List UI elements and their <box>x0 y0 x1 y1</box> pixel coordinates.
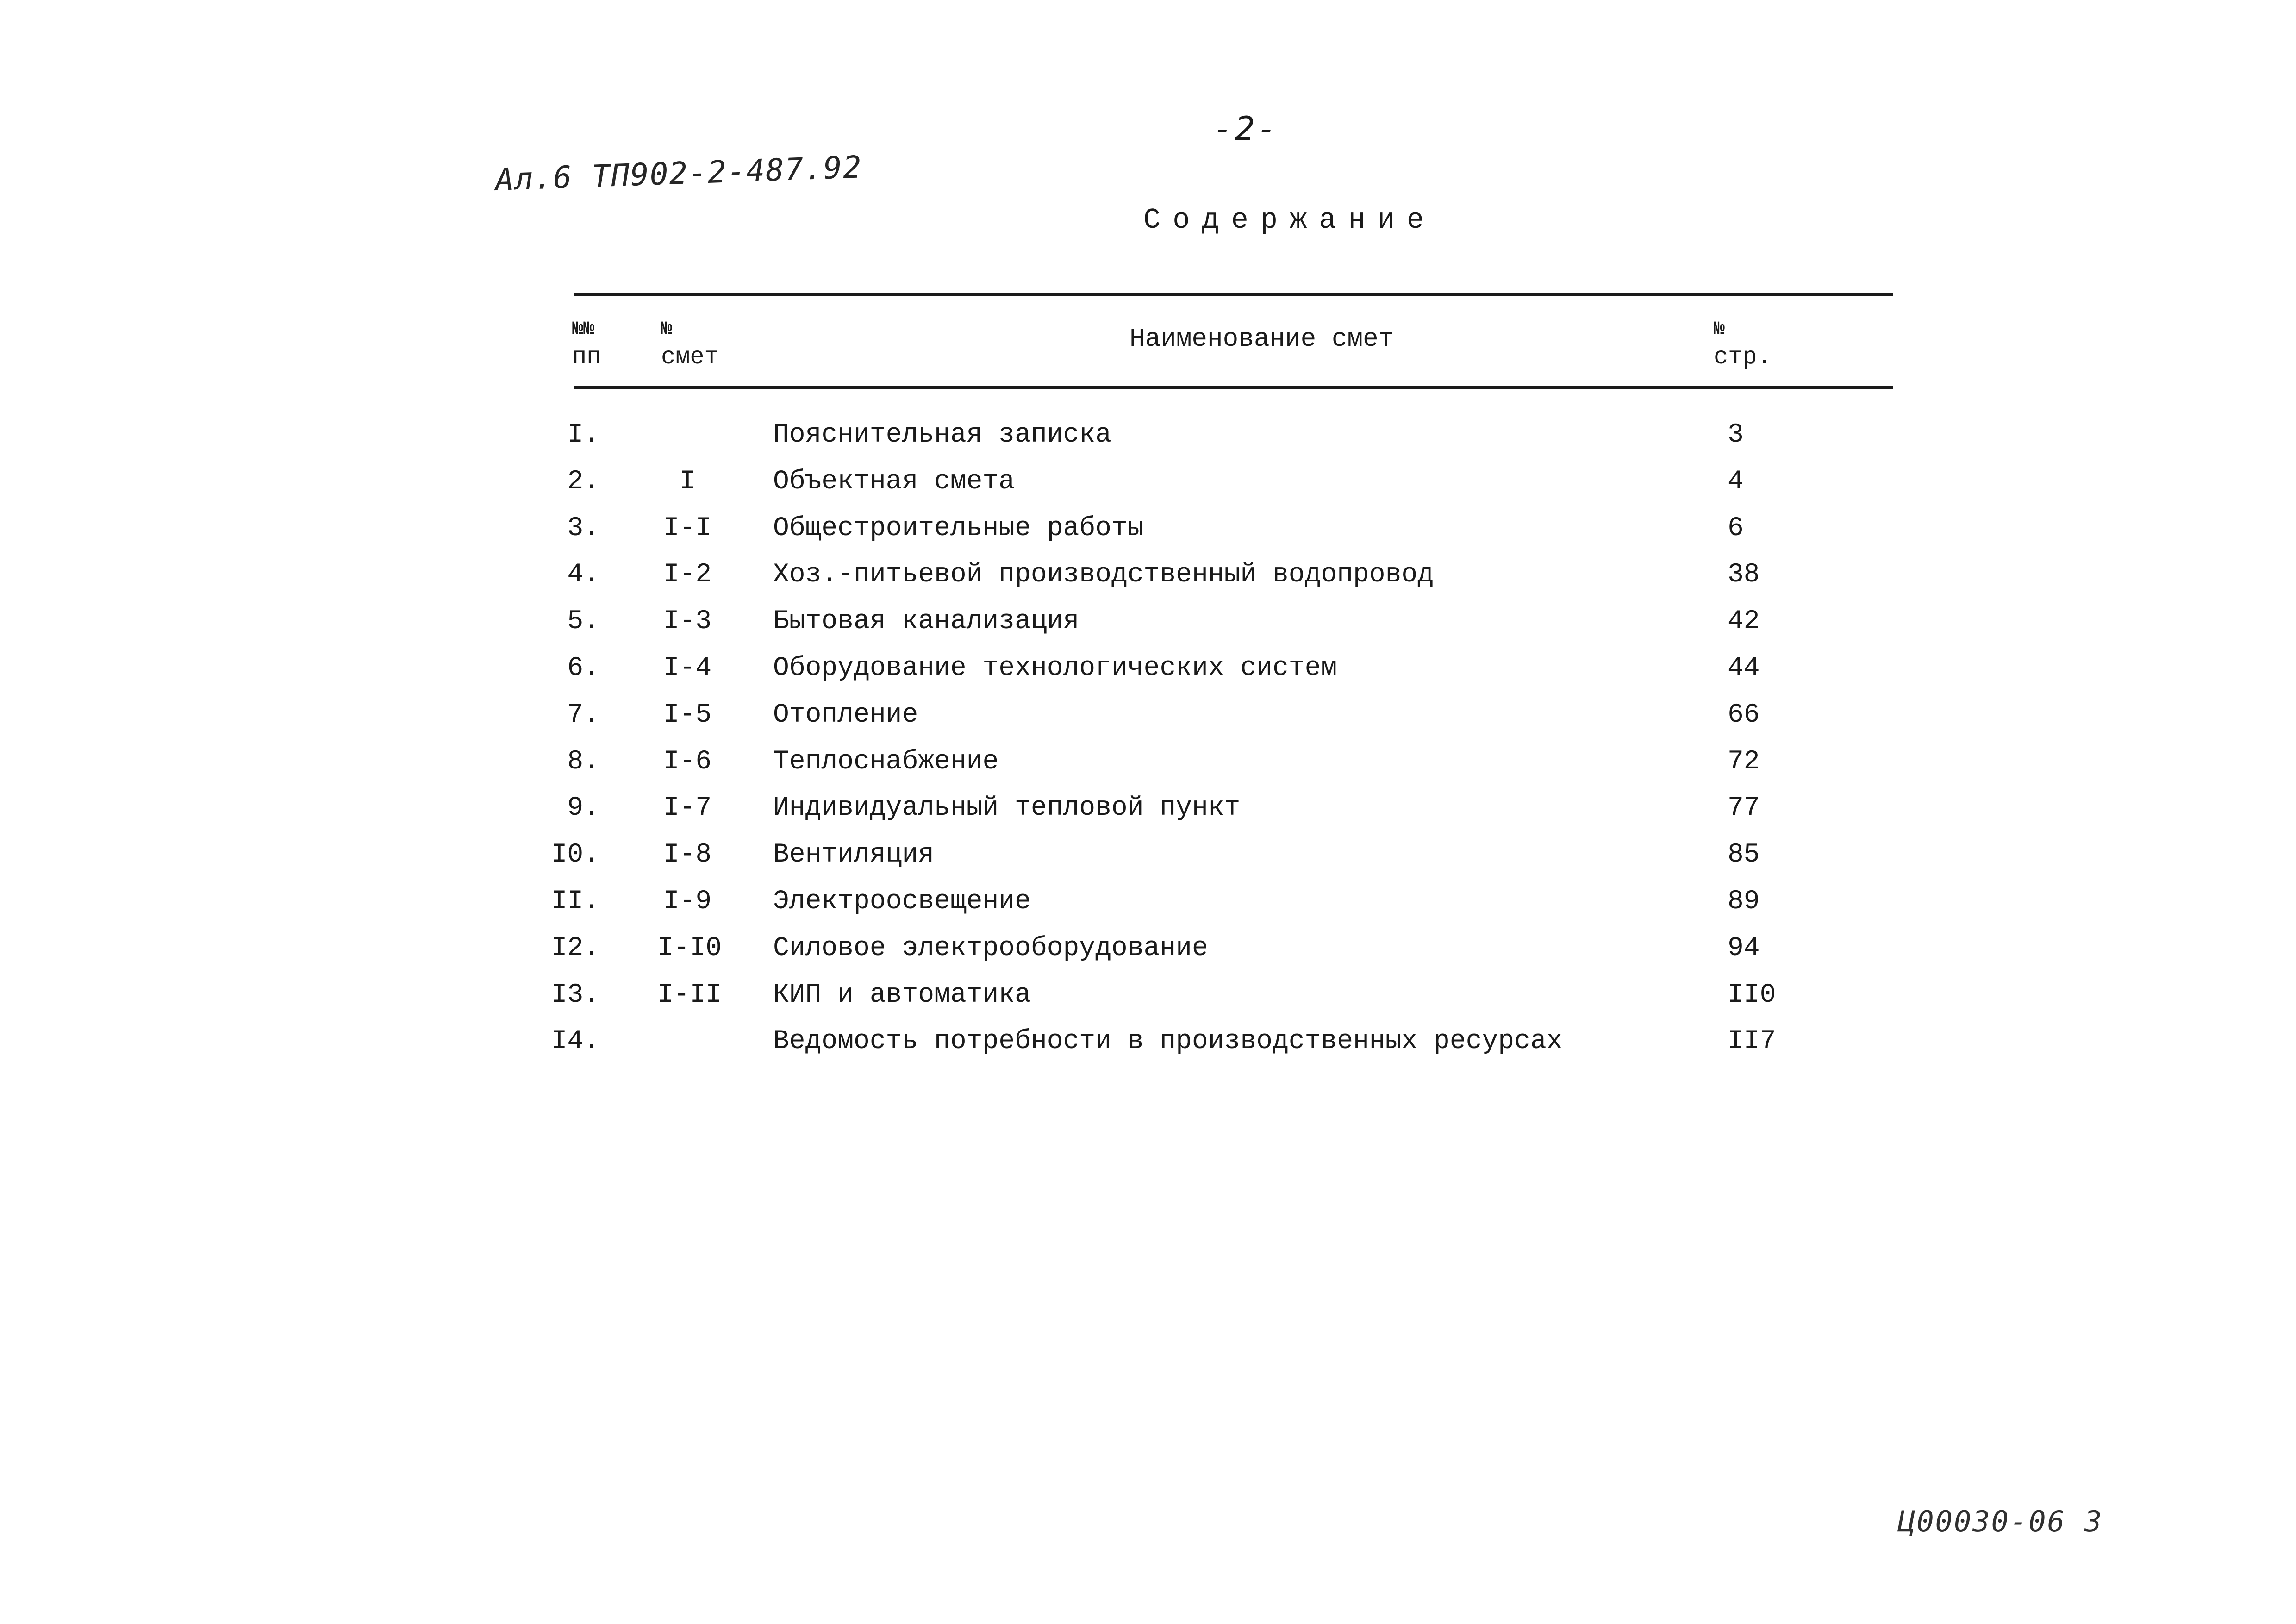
estimate-number: I-I <box>663 513 712 543</box>
estimate-name: Хоз.-питьевой производственный водопровод <box>773 560 1434 590</box>
estimate-number: I-2 <box>663 560 712 590</box>
table-row <box>0 506 2296 552</box>
page-number-cell: II7 <box>1728 1026 1776 1057</box>
estimate-number: I-9 <box>663 886 712 917</box>
table-row <box>0 1018 2296 1065</box>
row-number: 7. <box>567 700 599 730</box>
table-row <box>0 832 2296 879</box>
estimate-number: I-3 <box>663 606 712 637</box>
table-row <box>0 645 2296 692</box>
page-number-cell: 85 <box>1728 840 1760 870</box>
header-page-number-line-2: стр. <box>1714 344 1772 371</box>
estimate-name: КИП и автоматика <box>773 980 1031 1010</box>
row-number: I. <box>567 420 599 450</box>
estimate-name: Электроосвещение <box>773 886 1031 917</box>
estimate-name: Ведомость потребности в производственных ресурсах <box>773 1026 1563 1057</box>
archive-stamp-sheet: 3 <box>2084 1505 2103 1538</box>
estimate-name: Бытовая канализация <box>773 606 1079 637</box>
table-row <box>0 459 2296 506</box>
header-page-number-line-1: № <box>1714 319 1725 340</box>
page-number-cell: 44 <box>1728 653 1760 683</box>
archive-stamp-code: Ц00030-06 <box>1898 1505 2066 1538</box>
table-rule-top <box>574 293 1893 296</box>
table-row <box>0 972 2296 1019</box>
page-number-cell: 89 <box>1728 886 1760 917</box>
estimate-number: I-4 <box>663 653 712 683</box>
table-row <box>0 739 2296 786</box>
page-number-cell: 94 <box>1728 933 1760 963</box>
page-number-cell: 42 <box>1728 606 1760 637</box>
page-number-cell: 4 <box>1728 466 1744 497</box>
archive-stamp <box>1898 1505 2103 1538</box>
table-row <box>0 925 2296 972</box>
row-number: I4. <box>551 1026 599 1057</box>
row-number: 2. <box>567 466 599 497</box>
contents-table-body <box>0 412 2296 1065</box>
estimate-number: I-5 <box>663 700 712 730</box>
table-row <box>0 599 2296 645</box>
estimate-name: Индивидуальный тепловой пункт <box>773 793 1241 824</box>
header-estimate-name: Наименование смет <box>1129 324 1394 354</box>
table-rule-bottom <box>574 386 1893 389</box>
estimate-name: Общестроительные работы <box>773 513 1144 543</box>
header-row-number-line-1: №№ <box>572 319 595 340</box>
row-number: 5. <box>567 606 599 637</box>
document-title: Содержание <box>1143 204 1436 237</box>
estimate-number: I-6 <box>663 746 712 777</box>
page-number-cell: II0 <box>1728 980 1776 1010</box>
row-number: 8. <box>567 746 599 777</box>
table-row <box>0 879 2296 925</box>
estimate-number: I-7 <box>663 793 712 824</box>
estimate-number: I-II <box>657 980 722 1010</box>
estimate-name: Объектная смета <box>773 466 1015 497</box>
page-number-cell: 77 <box>1728 793 1760 824</box>
estimate-name: Пояснительная записка <box>773 420 1111 450</box>
estimate-number: I-I0 <box>657 933 722 963</box>
row-number: 3. <box>567 513 599 543</box>
estimate-name: Вентиляция <box>773 840 935 870</box>
estimate-number: I-8 <box>663 840 712 870</box>
row-number: II. <box>551 886 599 917</box>
row-number: 9. <box>567 793 599 824</box>
estimate-number: I <box>679 466 696 497</box>
header-page-number <box>1714 316 1772 371</box>
row-number: 6. <box>567 653 599 683</box>
table-row <box>0 552 2296 599</box>
table-row <box>0 692 2296 739</box>
table-row <box>0 412 2296 459</box>
row-number: I3. <box>551 980 599 1010</box>
page-number-cell: 3 <box>1728 420 1744 450</box>
page-number: -2- <box>1213 109 1279 148</box>
row-number: I0. <box>551 840 599 870</box>
page-number-cell: 38 <box>1728 560 1760 590</box>
document-code: Ал.6 ТП902-2-487.92 <box>494 149 863 198</box>
header-row-number <box>572 316 601 371</box>
estimate-name: Теплоснабжение <box>773 746 999 777</box>
header-estimate-number-line-2: смет <box>661 344 719 371</box>
row-number: I2. <box>551 933 599 963</box>
estimate-name: Отопление <box>773 700 918 730</box>
page-number-cell: 72 <box>1728 746 1760 777</box>
header-estimate-number-line-1: № <box>661 319 673 340</box>
header-row-number-line-2: пп <box>572 344 601 371</box>
table-row <box>0 785 2296 832</box>
estimate-name: Силовое электрооборудование <box>773 933 1208 963</box>
row-number: 4. <box>567 560 599 590</box>
page-number-cell: 6 <box>1728 513 1744 543</box>
estimate-name: Оборудование технологических систем <box>773 653 1337 683</box>
page-number-cell: 66 <box>1728 700 1760 730</box>
header-estimate-number <box>661 316 719 371</box>
